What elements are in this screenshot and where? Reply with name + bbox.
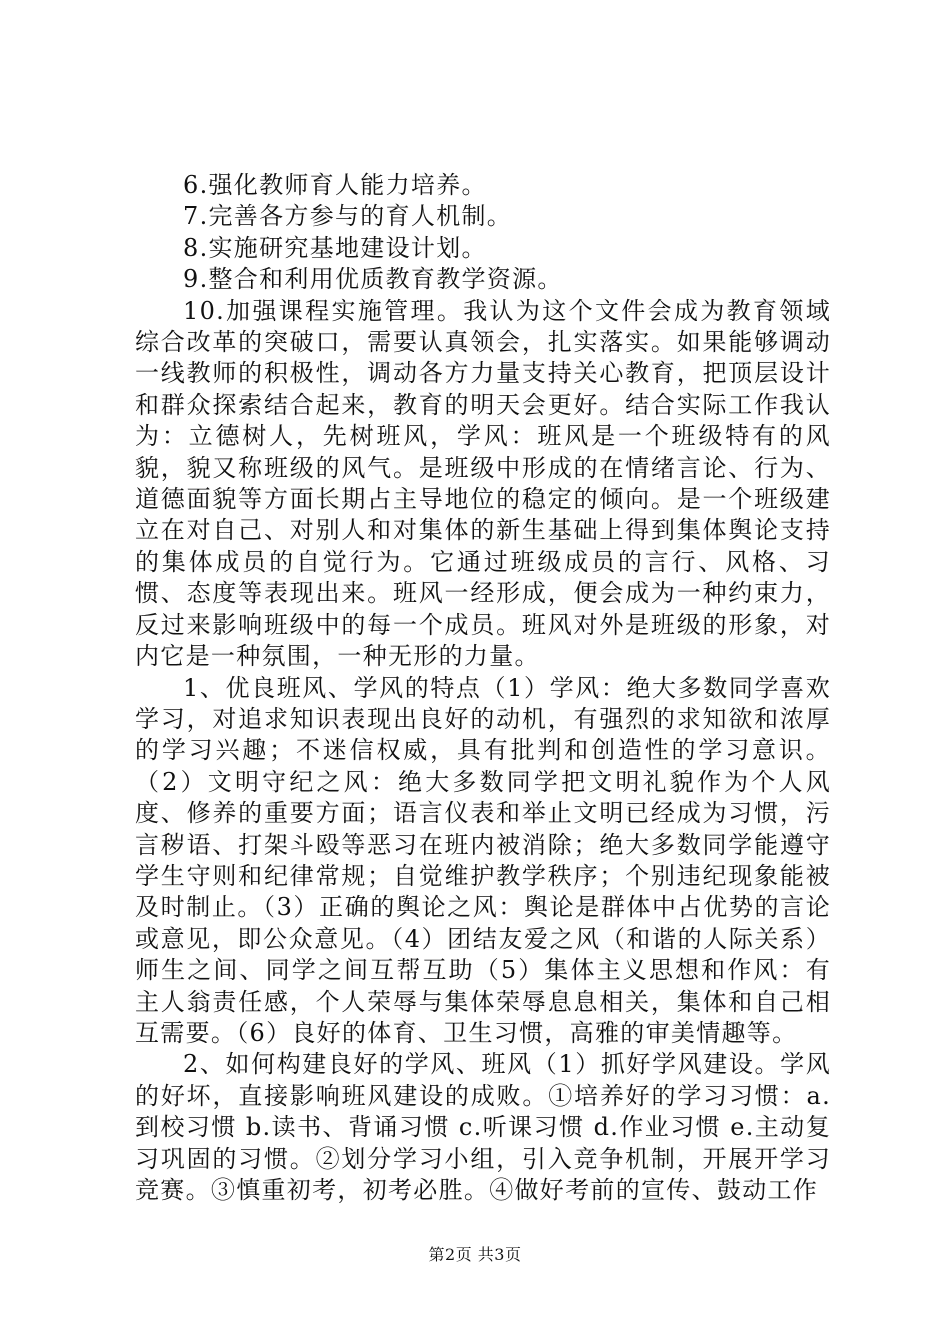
document-body (135, 170, 831, 1206)
paragraph-item-10: 10.加强课程实施管理。我认为这个文件会成为教育领域综合改革的突破口，需要认真领会，扎实落实。如果能够调动一线教师的积极性，调动各方力量支持关心教育，把顶层设计和群众探索结合起来，教育的明天会更好。结合实际工作我认为：立德树人，先树班风，学风：班风是一个班级特有的风貌，貌又称班级的风气。是班级中形成的在情绪言论、行为、道德面貌等方面长期占主导地位的稳定的倾向。是一个班级建立在对自己、对别人和对集体的新生基础上得到集体舆论支持的集体成员的自觉行为。它通过班级成员的言行、风格、习惯、态度等表现出来。班风一经形成，便会成为一种约束力，反过来影响班级中的每一个成员。班风对外是班级的形象，对内它是一种氛围，一种无形的力量。 (135, 296, 831, 671)
paragraph-item-7: 7.完善各方参与的育人机制。 (183, 202, 513, 231)
page-number-footer: 第2页 共3页 (428, 1245, 522, 1264)
paragraph-building-class-style: 2、如何构建良好的学风、班风（1）抓好学风建设。学风的好坏，直接影响班风建设的成败。①培养好的学习习惯：a.到校习惯 b.读书、背诵习惯 c.听课习惯 d.作业习惯 e.主动复习巩固的习惯。②划分学习小组，引入竞争机制，开展开学习竞赛。③慎重初考，初考必胜。④做好考前的宣传、鼓动工作 (135, 1050, 831, 1204)
paragraph-item-8: 8.实施研究基地建设计划。 (183, 233, 487, 262)
paragraph-item-9: 9.整合和利用优质教育教学资源。 (183, 265, 563, 294)
paragraph-item-6: 6.强化教师育人能力培养。 (183, 171, 487, 199)
paragraph-class-style-features: 1、优良班风、学风的特点（1）学风：绝大多数同学喜欢学习，对追求知识表现出良好的动机，有强烈的求知欲和浓厚的学习兴趣；不迷信权威，具有批判和创造性的学习意识。（2）文明守纪之风：绝大多数同学把文明礼貌作为个人风度、修养的重要方面；语言仪表和举止文明已经成为习惯，污言秽语、打架斗殴等恶习在班内被消除；绝大多数同学能遵守学生守则和纪律常规；自觉维护教学秩序；个别违纪现象能被及时制止。（3）正确的舆论之风：舆论是群体中占优势的言论或意见，即公众意见。（4）团结友爱之风（和谐的人际关系）师生之间、同学之间互帮互助（5）集体主义思想和作风：有主人翁责任感，个人荣辱与集体荣辱息息相关，集体和自己相互需要。（6）良好的体育、卫生习惯，高雅的审美情趣等。 (135, 673, 831, 1047)
